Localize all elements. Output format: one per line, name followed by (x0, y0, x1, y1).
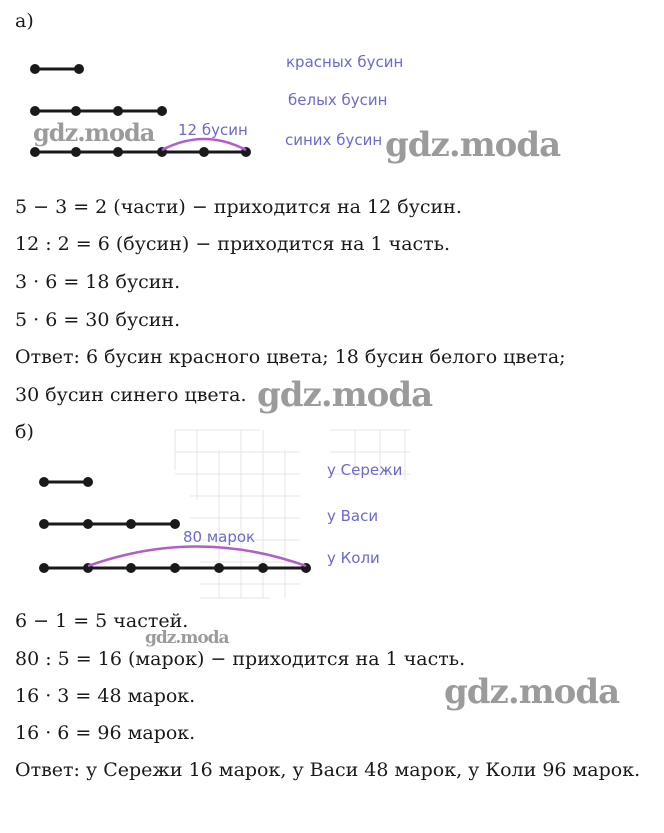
part-b-vasya-segment (41, 521, 179, 528)
answer-b-line: Ответ: у Сережи 16 марок, у Васи 48 марок, у Коли 96 марок. (15, 759, 641, 781)
label-brace-a: 12 бусин (178, 121, 248, 139)
label-brace-b: 80 марок (183, 528, 256, 546)
label-kolya: у Коли (327, 549, 380, 567)
label-serezha: у Сережи (327, 461, 403, 479)
label-vasya: у Васи (327, 507, 379, 525)
solution-a-line-2: 12 : 2 = 6 (бусин) − приходится на 1 часть. (15, 233, 451, 255)
solution-b-line-3: 16 · 3 = 48 марок. (15, 685, 196, 707)
part-a-blue-segment (32, 149, 250, 156)
watermark: gdz.moda (145, 628, 229, 648)
solution-b-line-4: 16 · 6 = 96 марок. (15, 722, 196, 744)
part-a-white-segment (32, 108, 166, 115)
answer-a-line-2: 30 бусин синего цвета. (15, 384, 247, 406)
part-b-kolya-segment (41, 565, 310, 572)
part-b-marker: б) (15, 421, 34, 443)
part-b-serezha-segment (41, 479, 92, 486)
label-red-beads: красных бусин (286, 53, 404, 71)
answer-a-line-1: Ответ: 6 бусин красного цвета; 18 бусин белого цвета; (15, 346, 566, 368)
label-white-beads: белых бусин (288, 91, 388, 109)
watermark: gdz.moda (33, 118, 155, 147)
solution-a-line-4: 5 · 6 = 30 бусин. (15, 309, 181, 331)
part-b-brace (88, 547, 306, 567)
solution-b-line-2: 80 : 5 = 16 (марок) − приходится на 1 часть. (15, 648, 466, 670)
solution-a-line-3: 3 · 6 = 18 бусин. (15, 271, 181, 293)
part-a-red-segment (32, 66, 83, 73)
watermark: gdz.moda (444, 672, 620, 712)
label-blue-beads: синих бусин (285, 131, 383, 149)
solution-a-line-1: 5 − 3 = 2 (части) − приходится на 12 бусин. (15, 196, 462, 218)
watermark: gdz.moda (257, 375, 433, 415)
part-a-marker: а) (15, 10, 34, 32)
watermark: gdz.moda (385, 125, 561, 165)
solution-b-line-1: 6 − 1 = 5 частей. (15, 610, 189, 632)
